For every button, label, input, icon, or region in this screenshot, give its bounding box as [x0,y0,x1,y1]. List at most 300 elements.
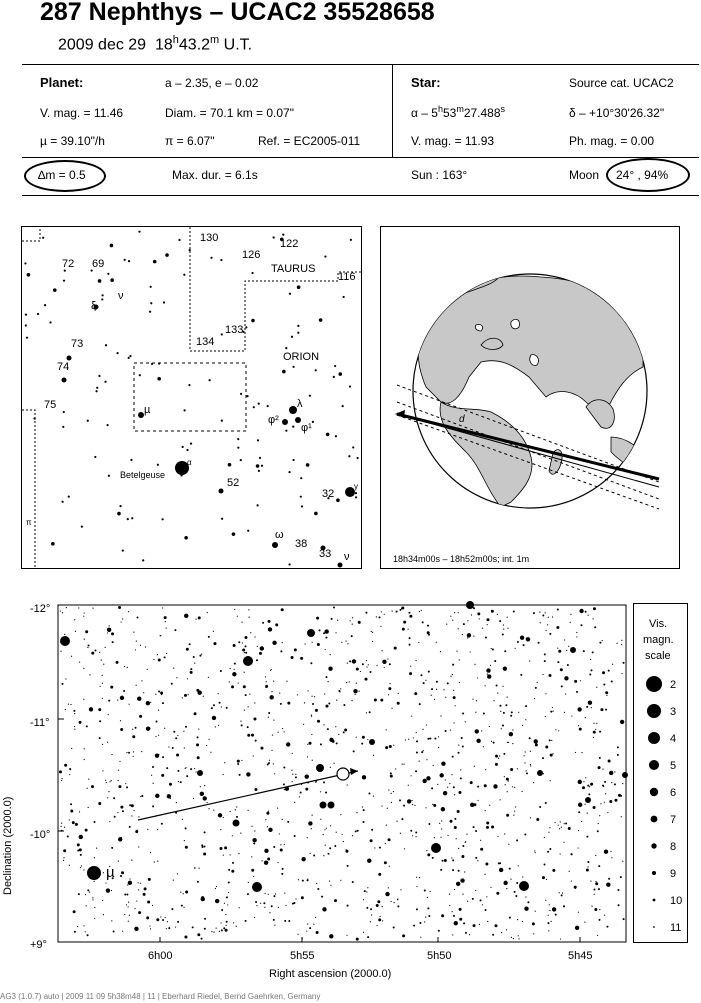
chart-star [140,645,141,646]
chart-star [236,806,237,807]
chart-star [477,860,478,861]
chart-star [165,621,166,622]
chart-star [264,849,268,853]
chart-star [80,854,82,856]
chart-star [575,752,576,753]
chart-star [255,740,257,742]
chart-star [284,920,286,922]
chart-star [184,614,188,618]
chart-star [492,934,494,936]
finder-star [312,421,314,423]
chart-star [486,896,487,897]
chart-star [176,802,177,803]
chart-star [241,760,242,761]
chart-star [583,781,584,782]
chart-star [581,752,582,753]
scale-mag-label: 2 [670,679,677,691]
chart-star [223,855,224,856]
chart-star [499,705,501,707]
chart-star [282,642,283,643]
chart-star [124,914,125,915]
chart-star [87,866,101,880]
chart-star [522,725,523,726]
chart-star [141,751,142,752]
chart-star [83,925,84,926]
chart-star [552,616,553,617]
chart-star [485,810,486,811]
chart-star [486,822,489,825]
chart-star [552,707,553,708]
chart-star [338,734,339,735]
chart-star [242,648,245,651]
chart-star [162,919,164,921]
chart-star [604,802,605,803]
chart-star [152,905,153,906]
chart-star [403,764,404,765]
chart-star [60,826,61,827]
chart-star [503,624,504,625]
chart-star [162,756,164,758]
chart-star [393,926,395,928]
greek-label: α [187,458,192,467]
finder-label: 32 [322,488,335,500]
chart-star [451,774,452,775]
planet-orbit: a – 2.35, e – 0.02 [165,76,259,90]
y-ticks [30,603,50,951]
chart-star [147,829,148,830]
chart-star [236,926,237,927]
chart-star [183,893,184,894]
scale-mag-label: 3 [670,706,677,718]
chart-star [244,710,245,711]
chart-star [285,905,286,906]
chart-star [581,821,582,822]
chart-star [248,706,249,707]
chart-star [414,805,415,806]
chart-star [211,931,212,932]
chart-star [69,768,71,770]
chart-star [578,811,580,813]
chart-star [426,850,427,851]
finder-star [221,333,223,335]
finder-star [101,294,103,296]
chart-star [117,812,118,813]
chart-star [353,750,355,752]
chart-star [188,694,189,695]
finder-star [62,378,67,383]
chart-star [79,721,82,724]
finder-star [251,319,255,323]
chart-star [137,696,141,700]
chart-star [61,683,63,685]
chart-star [526,772,528,774]
chart-star [253,876,254,877]
chart-star [330,885,331,886]
chart-star [150,702,151,703]
scale-mag-label: 9 [670,868,677,880]
chart-star [273,681,274,682]
chart-star [239,774,241,776]
chart-star [165,917,166,918]
chart-star [254,830,255,831]
chart-star [363,899,364,900]
chart-star [311,734,312,735]
chart-star [621,644,622,645]
chart-star [321,896,323,898]
chart-star [332,936,333,937]
chart-star [319,629,321,631]
chart-star [207,612,208,613]
chart-star [623,918,625,920]
chart-star [111,920,112,921]
chart-star [207,802,208,803]
chart-star [306,930,307,931]
chart-star [542,674,543,675]
chart-star [584,922,585,923]
chart-star [305,774,309,778]
chart-star [61,778,62,779]
footer-credit: AG3 (1.0.7) auto | 2009 11 09 5h38m48 | 11 | Eberhard Riedel, Bernd Gaehrken, Germany [0,992,321,1001]
chart-star [311,716,312,717]
chart-star [352,881,354,883]
chart-star [99,720,101,722]
finder-star [352,446,354,448]
finder-star [24,262,26,264]
chart-star [308,821,312,825]
chart-star [530,817,531,818]
chart-star [534,698,535,699]
chart-star [482,628,483,629]
chart-star [330,654,331,655]
chart-star [102,675,103,676]
chart-star [611,782,612,783]
chart-star [120,720,121,721]
planet-reference: Ref. = EC2005-011 [258,134,361,148]
chart-star [440,715,441,716]
chart-star [447,787,448,788]
chart-star [480,899,482,901]
chart-star [514,810,515,811]
finder-star [272,542,278,548]
chart-star [346,682,347,683]
chart-star [498,758,499,759]
finder-star [188,384,190,386]
chart-star [618,904,620,906]
chart-star [374,847,375,848]
target-star-marker [337,768,349,780]
chart-star [427,738,429,740]
chart-star [282,819,283,820]
chart-star [551,921,552,922]
chart-star [376,904,379,907]
chart-star [483,746,484,747]
chart-star [268,811,269,812]
chart-star [79,835,83,839]
chart-star [301,896,304,899]
finder-star [258,470,260,472]
scale-dot [650,788,658,796]
chart-star [510,715,512,717]
chart-star [389,745,392,748]
chart-star [350,620,351,621]
table-top-line [22,64,699,65]
finder-star [306,463,310,467]
chart-star [430,891,431,892]
chart-star [226,921,228,923]
chart-star [164,656,166,658]
chart-star [412,804,413,805]
chart-star [393,791,394,792]
chart-star [273,846,275,848]
chart-star [107,632,108,633]
chart-star [292,781,293,782]
chart-star [88,807,89,808]
chart-star [223,774,224,775]
chart-star [247,893,249,895]
chart-star [518,865,519,866]
chart-star [189,643,191,645]
chart-star [208,808,209,809]
chart-star [147,901,150,904]
chart-star [552,753,553,754]
chart-star [533,933,534,934]
chart-star [441,914,444,917]
chart-star [101,660,102,661]
chart-star [452,859,454,861]
chart-star [141,795,143,797]
chart-star [460,878,464,882]
chart-star [333,763,334,764]
chart-star [550,711,552,713]
chart-star [608,878,610,880]
finder-star [116,352,118,354]
chart-star [509,732,513,736]
chart-star [537,682,538,683]
chart-star [584,804,585,805]
chart-star [312,760,313,761]
chart-star [500,711,501,712]
chart-star [253,842,255,844]
chart-star [158,710,159,711]
chart-star [529,660,530,661]
chart-star [73,710,75,712]
finder-star [232,532,236,536]
chart-star [558,650,561,653]
chart-star [438,930,440,932]
chart-star [197,933,200,936]
chart-star [492,648,494,650]
table-divider [392,64,393,157]
chart-star [174,629,176,631]
chart-star [166,767,168,769]
chart-star [419,611,420,612]
chart-star [464,871,465,872]
chart-star [109,821,110,822]
chart-star [103,914,104,915]
chart-star [440,869,442,871]
planet-diameter: Diam. = 70.1 km = 0.07" [165,106,294,120]
finder-star [67,356,72,361]
chart-star [208,636,210,638]
chart-star [372,632,373,633]
chart-star [482,904,483,905]
chart-star [221,706,222,707]
x-axis-title: Right ascension (2000.0) [269,968,392,980]
chart-star [421,751,423,753]
chart-star [316,931,319,934]
chart-star [591,669,593,671]
chart-star [598,823,599,824]
finder-star [106,424,108,426]
finder-star [228,463,232,467]
scale-mag-label: 8 [670,841,677,853]
chart-star [160,635,161,636]
chart-star [623,662,625,664]
chart-star [485,637,487,639]
chart-star [426,724,427,725]
chart-star [537,770,543,776]
finder-star [149,311,151,313]
chart-star [201,654,202,655]
chart-star [563,842,564,843]
chart-star [575,888,576,889]
chart-star [197,881,199,883]
chart-star [323,834,324,835]
chart-star [616,643,617,644]
chart-star [215,888,216,889]
chart-star [477,612,480,615]
chart-star [507,696,508,697]
chart-star [220,829,221,830]
chart-star [527,901,529,903]
finder-star [153,260,157,264]
chart-star [455,705,456,706]
chart-star [384,667,385,668]
chart-star [316,764,324,772]
chart-star [559,828,560,829]
chart-star [70,810,73,813]
chart-star [542,876,545,879]
y-axis-title: Declination (2000.0) [2,796,14,895]
chart-star [493,742,495,744]
chart-star [513,610,515,612]
chart-star [605,793,606,794]
chart-star [515,895,517,897]
constellation-boundaries [22,227,361,568]
chart-star [275,623,278,626]
chart-star [197,770,203,776]
chart-star [86,788,87,789]
chart-star [599,919,601,921]
chart-star [336,742,338,744]
chart-star [117,699,118,700]
chart-star [259,652,262,655]
chart-star [532,922,535,925]
chart-star [493,784,497,788]
chart-star [98,802,101,805]
chart-star [499,755,500,756]
chart-star [287,821,289,823]
chart-star [575,926,579,930]
chart-star [454,612,455,613]
chart-star [109,781,110,782]
star-name-label: Betelgeuse [120,470,166,480]
chart-star [257,646,258,647]
chart-star [477,677,478,678]
finder-star [314,512,318,516]
chart-star [609,800,612,803]
chart-star [81,865,82,866]
chart-star [506,888,507,889]
chart-star [400,833,401,834]
chart-star [436,681,438,683]
chart-star [166,653,167,654]
chart-star [237,616,238,617]
chart-star [576,691,578,693]
chart-star [170,798,171,799]
finder-label: 72 [62,258,75,270]
star-phmag: Ph. mag. = 0.00 [569,134,655,148]
chart-star [453,786,455,788]
chart-star [504,776,505,777]
chart-star [128,881,132,885]
chart-star [99,686,100,687]
finder-star [247,530,249,532]
finder-star [158,362,160,364]
greek-label: γ [354,482,358,491]
chart-star [621,673,622,674]
chart-star [84,639,85,640]
finder-star [96,387,98,389]
chart-star [370,908,372,910]
chart-star [432,804,433,805]
chart-star [388,789,389,790]
finder-star [288,563,290,565]
chart-star [143,893,146,896]
chart-star [576,632,577,633]
chart-star [428,671,430,673]
chart-star [92,899,93,900]
chart-star [511,937,512,938]
chart-star [96,848,97,849]
finder-star [240,393,242,395]
chart-star [504,650,506,652]
chart-star [445,779,446,780]
chart-star [280,849,283,852]
chart-star [295,898,296,899]
chart-star [335,632,336,633]
chart-star [432,850,434,852]
chart-star [617,889,619,891]
chart-star [459,659,460,660]
finder-star [130,459,132,461]
chart-star [600,708,603,711]
chart-star [548,930,549,931]
finder-star [110,278,114,282]
chart-star [194,712,197,715]
chart-star [393,745,394,746]
chart-star [325,629,329,633]
chart-star [441,807,445,811]
chart-star [587,813,588,814]
chart-star [146,726,150,730]
chart-star [251,826,252,827]
finder-star [150,302,152,304]
chart-star [374,699,377,702]
chart-star [400,889,401,890]
chart-star [568,827,571,830]
chart-star [201,896,204,899]
